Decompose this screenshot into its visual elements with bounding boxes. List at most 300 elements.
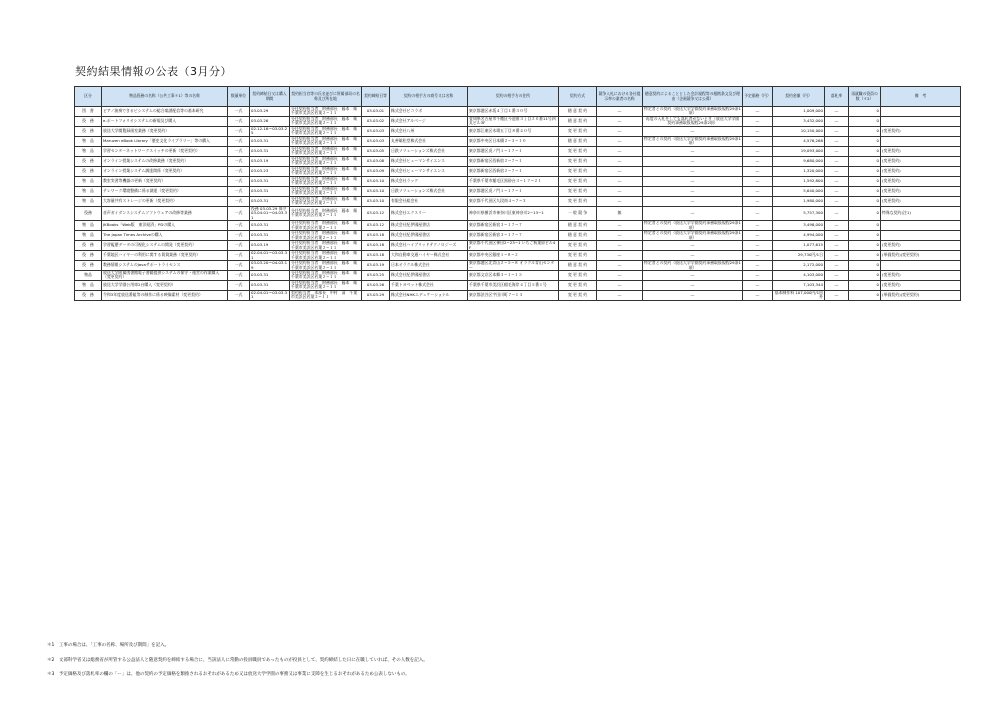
table-cell: — [597,290,643,300]
table-cell: 03.03.09 [362,166,390,176]
table-cell: 03.03.01 [362,107,390,117]
table-cell: — [825,290,849,300]
table-cell: — [743,280,773,290]
table-cell: 日鉄ソリューションズ株式会社 [390,186,468,196]
table-row [75,241,961,251]
table-cell: — [825,221,849,231]
table-cell: 株式会社紀伊國屋書店 [390,231,468,241]
table-cell: 0 [849,231,881,241]
table-cell: 03.03.23 [250,166,290,176]
table-cell: — [643,126,743,136]
table-cell: 分任契約担当者 財務部長 藤本 衛 千葉市美浜区若葉２−１１ [291,220,362,230]
table-cell: — [597,196,643,206]
table-cell: 株式会社ハイブリッドテクノロジーズ [390,241,468,251]
table-cell: 千葉地区ハイヤーの利用に関する賃貸業務（変更契約） [102,251,228,261]
table-cell: — [743,146,773,156]
table-cell: — [643,166,743,176]
table-cell: — [597,231,643,241]
table-cell: 分任契約担当者 財務部長 藤本 衛 千葉市美浜区若葉２−１１ [291,230,362,240]
table-cell: 東京都新宿区西新宿２−７−１ [468,156,559,166]
table-cell: 0 [849,166,881,176]
table-cell: 1,009,000 [773,107,825,117]
table-cell: 3,498,000 [773,221,825,231]
table-cell: 物 品 [75,146,102,156]
table-cell: Maruzen eBook Library「歴史文化ライブラリー」等の購入 [102,136,228,146]
table-cell: — [597,116,643,126]
table-cell: 役 務 [75,156,102,166]
column-header: 落札率 [825,87,849,107]
table-cell: 役務 [75,206,102,220]
table-cell: — [643,146,743,156]
table-cell: 東京都新宿区西新宿２−７−１ [468,166,559,176]
table-cell: 学習履歴データの可視化システムの開発（変更契約） [102,241,228,251]
table-cell: — [597,166,643,176]
table-cell: — [597,107,643,117]
table-cell: (変更契約) [881,176,961,186]
table-cell: 東京都中央区日本橋２−３−１０ [468,136,559,146]
table-cell: 物 品 [75,196,102,206]
table-cell: 0 [849,116,881,126]
table-cell: — [597,280,643,290]
table-cell: — [743,156,773,166]
column-header: 契約の相手方の住所 [468,87,559,107]
table-cell: 基本制作料 107,000円/1回 外 [773,290,825,300]
table-cell: 0 [849,126,881,136]
table-cell: — [743,206,773,220]
table-cell: 千葉トヨペット株式会社 [390,280,468,290]
table-cell: 愛知県名古屋市千種区今池南３丁目２０番11号四丸ビル3F [468,116,559,126]
table-cell: 03.03.29 [362,290,390,300]
table-cell: — [643,290,743,300]
table-cell: (単価契約)(変更契約) [881,290,961,300]
table-cell: — [825,231,849,241]
table-cell: 教務情報システムのJavaサポートライセンス [102,261,228,271]
table-cell: 一式 [228,146,250,156]
table-cell: 分任契約担当者 財務部長 藤本 衛 千葉市美浜区若葉２−１１ [291,260,362,270]
table-cell: 図 書 [75,107,102,117]
table-cell: — [597,221,643,231]
table-cell: 変 更 契 約 [559,280,597,290]
table-cell: 変 更 契 約 [559,166,597,176]
table-cell: 0 [849,241,881,251]
table-cell: — [825,251,849,261]
table-cell: 一 般 競 争 [559,206,597,220]
table-cell: 分任契約担当者 財務部長 藤本 衛 千葉市美浜区若葉２−１１ [291,145,362,156]
table-cell: 0 [849,221,881,231]
table-cell: — [743,270,773,280]
table-cell: 03.03.19 [250,241,290,251]
table-cell: 物 品 [75,186,102,196]
table-cell: 特定者との契約（放送大学学園契約事務取扱規程29条1項） [644,106,741,116]
table-cell: — [743,116,773,126]
table-cell: 随 意 契 約 [559,221,597,231]
table-cell: — [743,290,773,300]
footnote-1: ＊1 工事の場合は、「工事の名称、場所及び期間」を記入。 [47,643,170,648]
table-cell [881,136,961,146]
table-cell: 株式会社ヒューマンサイエンス [390,156,468,166]
table-cell: — [643,156,743,166]
table-row [75,251,961,261]
table-cell: — [743,166,773,176]
table-cell: 03.03.12 [362,206,390,220]
table-cell: 03.03.26 [362,280,390,290]
table-cell: — [743,251,773,261]
table-cell: 03.03.31 [250,270,290,280]
table-cell: 契約担当者 本部長 中村 清 千葉市美浜区若葉２−１１ [290,290,362,300]
table-cell: 03.03.25 [362,270,390,280]
table-cell: 一式 [228,107,250,117]
table-cell: 03.03.31 [250,231,290,241]
table-cell: 分任契約担当者 財務部長 藤本 衛 千葉市美浜区若葉２−１１ [291,106,362,116]
table-cell: 4,994,000 [773,231,825,241]
table-cell [881,231,961,241]
table-cell: 5,757,300 [773,206,825,220]
table-cell: 一式 [228,280,250,290]
table-cell: 03.03.31 [250,186,290,196]
table-cell: 変 更 契 約 [559,241,597,251]
table-cell: — [825,176,849,186]
table-cell: 有限会社総会社 [390,196,468,206]
table-cell: 再度の入札をしても落札者がないとき（放送大学学園契約事務取扱規程29条2項） [643,116,743,126]
table-cell: 東京都中央区銀座１−８−２ [468,251,559,261]
table-cell: 変 更 契 約 [559,156,597,166]
column-header: 契約の相手方の商号又は名称 [390,87,468,107]
table-cell: — [643,270,743,280]
table-cell: 東京都江東区木場五丁目８番４０号 [468,126,559,136]
table-cell: 03.03.31 [250,280,290,290]
table-cell: 物 品 [75,176,102,186]
table-cell: 03.03.31 [250,176,290,186]
table-cell: 10,150,000 [773,126,825,136]
table-cell: — [597,156,643,166]
table-cell: 29,730円/1日 [773,251,825,261]
table-cell: 0 [849,136,881,146]
table-cell: 物 品 [75,280,102,290]
table-cell: (変更契約) [881,146,961,156]
column-header: 区分 [75,87,102,107]
table-cell: 随 意 契 約 [559,136,597,146]
column-header: 随意契約によることとした会計規程等の根拠条文及び理由（企画競争又は公募） [643,87,743,107]
table-cell: 0 [849,196,881,206]
table-cell: 東京都港区赤坂４丁目１番３０号 [468,107,559,117]
table-cell: 随 意 契 約 [559,107,597,117]
table-cell: — [743,186,773,196]
column-header: 数量単位 [228,87,250,107]
table-cell: 分任契約担当者 財務部長 藤本 衛 千葉市美浜区若葉２−１１ [291,155,362,166]
table-cell: 一式 [228,166,250,176]
table-cell: 無 [597,206,643,220]
table-row [75,136,961,146]
table-cell: 0 [849,261,881,271]
table-cell: 株式会社アルベージ [390,116,468,126]
table-cell: — [825,186,849,196]
table-cell: 02.12.16〜03.03.25 [250,126,290,136]
table-cell: 一式 [228,156,250,166]
table-cell: — [825,116,849,126]
table-row [75,221,961,231]
table-cell: 株式会社ラック [390,176,468,186]
table-cell: 一式 [228,116,250,126]
table-cell: — [643,241,743,251]
table-cell: 03.03.10 [362,186,390,196]
table-cell: 0 [849,176,881,186]
table-cell: 東京都渋谷区宇田川町７−１３ [468,290,559,300]
table-cell: 03.03.10 [362,176,390,186]
column-header: 再就職の役員の数（＊2） [849,87,881,107]
table-cell: — [825,261,849,271]
table-row [75,196,961,206]
table-row [75,206,961,220]
table-cell [881,107,961,117]
table-cell: 変 更 契 約 [559,270,597,280]
table-row [75,166,961,176]
table-row [75,261,961,271]
table-cell: — [825,146,849,156]
table-cell: 株式会社エクスリー [390,206,468,220]
table-cell: 一式 [228,270,250,280]
table-cell: 役 務 [75,241,102,251]
table-cell: ピアノ演奏できるピシステムの総合楽譜配信等の基本研究 [102,107,228,117]
table-cell: — [825,196,849,206]
column-header: 予定価格（円） [743,87,773,107]
table-cell: — [825,126,849,136]
table-cell: 0 [849,280,881,290]
table-cell: 1,592,800 [773,176,825,186]
contract-results-table [74,86,961,301]
table-cell: 学習センターネットワークスイッチの更新（変更契約） [102,146,228,156]
table-cell: 03.03.02 [362,116,390,126]
table-cell: 分任契約担当者 財務部長 藤本 衛 千葉市美浜区若葉２−１１ [291,165,362,176]
table-cell: 株式会社NHKエデュケーショナル [390,290,468,300]
table-cell: 4,103,000 [773,270,825,280]
table-cell: 株式会社ヒューマンサイエンス [390,166,468,176]
table-cell: 4,576,268 [773,136,825,146]
table-cell: — [743,107,773,117]
table-cell: 令和3年度放送番組等の制作に係る映像素材（変更契約） [102,290,228,300]
table-cell: 7,103,344 [773,280,825,290]
table-cell: 分任契約担当者 財務部長 藤本 衛 千葉市美浜区若葉２−１１ [291,279,362,290]
table-cell: 東京都港区虎ノ門１−１７−１ [468,146,559,156]
table-cell: 5,640,000 [773,186,825,196]
table-cell: (変更契約) [881,166,961,176]
table-cell: 教室実習等機器の更新（変更契約） [102,176,228,186]
table-cell: — [743,196,773,206]
table-cell: 変 更 契 約 [559,251,597,261]
table-cell: 3,432,000 [773,116,825,126]
table-row [75,126,961,136]
table-cell: — [825,156,849,166]
table-cell: 分任契約担当者 財務部長 藤本 衛 千葉市美浜区若葉２−１１ [290,206,362,220]
table-cell: 物 品 [75,136,102,146]
page-title: 契約結果情報の公表（3月分） [75,65,232,78]
table-cell: 役 務 [75,290,102,300]
table-cell: 特定者との契約（放送大学学園契約事務取扱規程29条1項） [644,220,741,230]
table-cell: — [825,280,849,290]
table-cell: 03.03.03 [362,136,390,146]
table-cell: (変更契約) [881,126,961,136]
table-cell: 分任契約担当者 財務部長 藤本 衛 千葉市美浜区若葉２−１１ [291,125,362,136]
table-cell: — [643,196,743,206]
table-cell: 一式 [228,186,250,196]
table-cell: 随 意 契 約 [559,261,597,271]
table-cell: 分任契約担当者 財務部長 藤本 衛 千葉市美浜区若葉２−１１ [291,195,362,206]
column-header: 契約方式 [559,87,597,107]
column-header: 備 考 [881,87,961,107]
table-cell: 一式 [228,231,250,241]
table-cell: — [743,176,773,186]
table-cell: 0 [849,206,881,220]
column-header: 競争入札における各社提示率の業者の名称 [597,87,643,107]
table-cell: 株式会社ビコラボ [390,107,468,117]
table-row [75,116,961,126]
table-cell: 役 務 [75,126,102,136]
footnotes [47,644,428,688]
table-cell: 02.04.01〜03.03.31 [250,290,290,300]
table-row [75,186,961,196]
table-cell: 随 意 契 約 [559,231,597,241]
table-cell: 役 務 [75,251,102,261]
table-cell: 分任契約担当者 財務部長 藤本 衛 千葉市美浜区若葉２−１１ [291,269,362,280]
table-cell: 03.03.26 [250,116,290,126]
table-cell: 特定者との契約（放送大学学園契約事務取扱規程29条1項） [644,260,741,270]
table-cell: 物品 [75,270,102,280]
table-cell: e-ポートフォリオシステムの新規及び購入 [102,116,228,126]
table-cell: 9,680,000 [773,156,825,166]
table-cell: 一式 [228,221,250,231]
table-cell: 放送大学附属図書館電子書籍提供システムの保守・運営の作業購入（変更契約） [102,270,228,280]
table-cell: — [743,231,773,241]
table-cell: 東京都千代田区九段南４−７−３ [468,196,559,206]
table-cell: 03.03.18 [362,231,390,241]
table-cell: 03.03.05 [362,146,390,156]
table-cell: 0 [849,107,881,117]
table-cell: 役務 03.03.29 保守 03.04.01〜04.03.31 [250,206,290,220]
table-cell: — [597,176,643,186]
footnote-2: ＊2 文部科学省又は総務省が所管する公益法人と随意契約を締結する場合に、当該法人に常勤の役員職員であったものが役員として、契約締結した日に在職していれば、その人数を記入。 [47,657,428,663]
table-cell: 一式 [228,206,250,220]
table-cell: 0 [849,156,881,166]
table-row [75,146,961,156]
table-cell [881,261,961,271]
table-cell: 音声ガイダンスシステムソフトウェアの改修等業務 [102,206,228,220]
table-cell: 1,320,000 [773,166,825,176]
table-row [75,280,961,290]
table-cell: 千葉県千葉市美浜区稲毛海岸４丁目５番１号 [468,280,559,290]
table-cell: — [643,251,743,261]
table-cell: — [597,146,643,156]
table-cell: 一式 [228,126,250,136]
table-cell: (変更契約) [881,186,961,196]
table-cell: 0 [849,290,881,300]
table-cell: 大容量共有ストレージの更新（変更契約） [102,196,228,206]
table-cell: (変更契約) [881,196,961,206]
table-cell: 神奈川県横浜市神奈川区東神奈川2−13−1 [468,206,559,220]
table-cell: 株式会社八州 [390,126,468,136]
table-cell: — [643,280,743,290]
table-cell: 大和自動車交通ハイヤー株式会社 [390,251,468,261]
table-cell: — [743,261,773,271]
table-cell: 02.04.01〜03.03.31 [250,251,290,261]
table-cell: 日鉄ソリューションズ株式会社 [390,146,468,156]
table-cell: 東京都港区北青山２−５−８ オラクル青山センター [468,261,559,271]
table-cell: 物 品 [75,231,102,241]
table-cell: 一式 [228,136,250,146]
table-cell: 19,093,000 [773,146,825,156]
table-cell: 03.03.19 [362,261,390,271]
table-cell [881,221,961,231]
table-cell: 03.03.31 [250,146,290,156]
table-cell: — [743,241,773,251]
table-cell: 丸善雄松堂株式会社 [390,136,468,146]
table-cell: 変 更 契 約 [559,186,597,196]
table-cell: (単価契約)(変更契約) [881,251,961,261]
table-cell: 役 務 [75,261,102,271]
table-cell: 03.03.31 [250,221,290,231]
table-cell: 株式会社紀伊國屋書店 [390,221,468,231]
table-cell: 日本オラクル株式会社 [390,261,468,271]
table-cell: — [643,186,743,196]
table-cell: 役 務 [75,166,102,176]
column-header: 契約締結日等 [362,87,390,107]
table-cell: 分任契約担当者 財務部長 藤本 衛 千葉市美浜区若葉２−１１ [291,240,362,250]
table-cell: — [825,107,849,117]
table-cell: 物 品 [75,221,102,231]
footnote-3: ＊3 予定価格及び落札率の欄の「ー」は、他の契約の予定価格を類推されるおそれがあるため又は放送大学学園の事務又は事業に支障を生じるおそれがあるため公表しないもの。 [47,672,410,677]
table-cell: 03.03.18 [362,241,390,251]
table-cell: 03.03.29 [250,107,290,117]
table-cell: — [597,136,643,146]
column-header: 物品役務の名称（公共工事＊1）等の名称 [102,87,228,107]
table-cell: — [643,206,743,220]
table-cell: — [643,176,743,186]
table-cell: — [597,126,643,136]
table-cell: 変 更 契 約 [559,126,597,136]
table-cell: (変更契約) [881,270,961,280]
table-cell: — [743,221,773,231]
table-cell: 東京都新宿区新宿３−１７−７ [468,221,559,231]
table-cell: 東京都新宿区新宿３−１７−７ [468,231,559,241]
table-cell: 0 [849,270,881,280]
table-cell: 0 [849,251,881,261]
table-cell: 03.03.18 [362,251,390,261]
table-row [75,107,961,117]
table-cell: — [825,136,849,146]
table-cell: 分任契約担当者 財務部長 藤本 衛 千葉市美浜区若葉２−１１ [291,185,362,196]
table-cell: 随 意 契 約 [559,116,597,126]
table-cell: — [743,126,773,136]
table-row [75,290,961,300]
table-cell: 変 更 契 約 [559,196,597,206]
table-cell: 分任契約担当者 財務部長 藤本 衛 千葉市美浜区若葉２−１１ [291,250,362,260]
table-cell: オンライン授業システムの改修業務（変更契約） [102,156,228,166]
table-cell: 03.03.31 [250,136,290,146]
table-cell: — [743,136,773,146]
column-header: 契約締結日又は購入期間 [250,87,290,107]
table-cell: 千葉県千葉市稲毛区黒砂台３−１７−２１ [468,176,559,186]
table-row [75,270,961,280]
column-header: 契約担当官等の氏名並びに所属部局の名称及び所在地 [290,87,362,107]
table-cell: — [597,261,643,271]
table-cell: 分任契約担当者 財務部長 藤本 衛 千葉市美浜区若葉２−１１ [291,115,362,126]
table-cell [881,116,961,126]
table-cell: 03.03.31 [250,196,290,206]
table-cell: (変更契約) [881,156,961,166]
table-cell: 一式 [228,290,250,300]
table-cell: 変 更 契 約 [559,146,597,156]
table-cell: 分任契約担当者 財務部長 藤本 衛 千葉市美浜区若葉２−１１ [291,175,362,186]
table-cell: 特殊な契約(注1) [881,206,961,220]
table-cell: 0 [849,186,881,196]
